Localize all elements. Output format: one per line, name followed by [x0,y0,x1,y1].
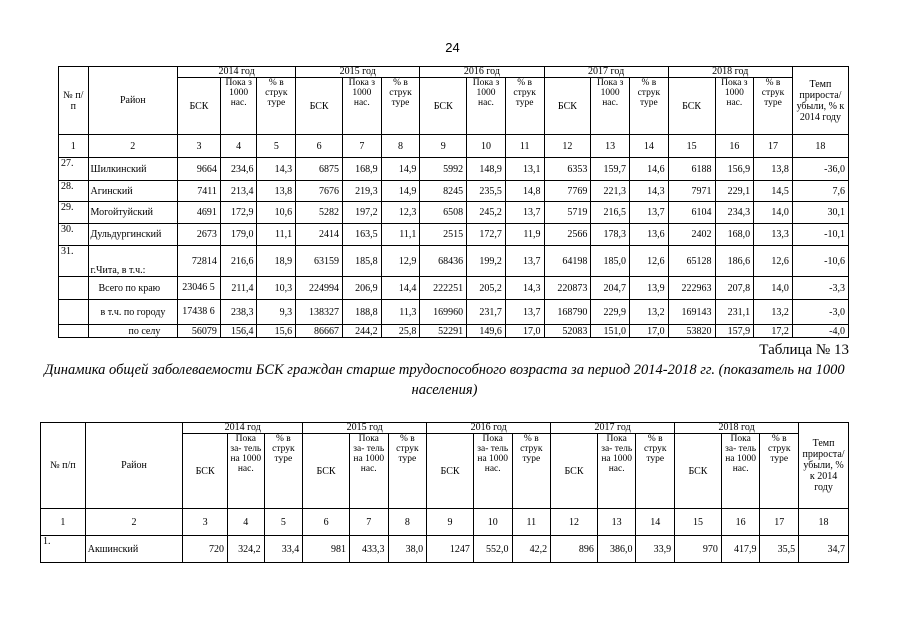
column-number: 11 [505,135,544,158]
table-cell: 7,6 [792,181,848,202]
table-cell: 65128 [668,246,715,277]
table-cell: 186,6 [715,246,754,277]
column-number: 12 [544,135,591,158]
table-cell: 199,2 [467,246,506,277]
table-cell: 13,7 [505,202,544,224]
table-cell: 13,8 [257,181,296,202]
header-indicator: Пока за- тель на 1000 нас. [473,434,512,509]
table-cell: 13,7 [505,300,544,325]
header-num: № п/п [59,67,89,135]
table-cell: 229,1 [715,181,754,202]
row-number: 27. [59,158,89,181]
table-cell: -36,0 [792,158,848,181]
header-pct: % в струк туре [636,434,675,509]
table-cell: 981 [303,536,350,563]
table-cell: 7411 [178,181,221,202]
table-cell: 156,9 [715,158,754,181]
table-cell: 14,9 [381,158,420,181]
table-2-body [41,423,849,563]
table-cell: 234,3 [715,202,754,224]
table-row [59,158,849,181]
table-cell: 169960 [420,300,467,325]
table-cell: 207,8 [715,277,754,300]
district-name: Могойтуйский [88,202,178,224]
table-cell: 14,9 [381,181,420,202]
header-indicator: Пока за- тель на 1000 нас. [349,434,388,509]
table-cell: 12,9 [381,246,420,277]
table-cell: 13,7 [505,246,544,277]
table-cell: 244,2 [342,325,381,338]
column-number: 9 [420,135,467,158]
header-year: 2014 год [178,67,296,78]
table-cell: 17,0 [505,325,544,338]
header-bsk: БСК [420,78,467,135]
table-cell: 6508 [420,202,467,224]
table-cell: 720 [183,536,228,563]
header-indicator: Пока за- тель на 1000 нас. [597,434,636,509]
table-cell: 14,0 [754,277,793,300]
table-cell: 6104 [668,202,715,224]
header-growth: Темп прироста/ убыли, % к 2014 году [799,423,849,509]
row-number: 28. [59,181,89,202]
table-row [59,300,849,325]
table-cell: 86667 [296,325,343,338]
table-cell: 9664 [178,158,221,181]
table-cell: 6353 [544,158,591,181]
table-cell: 14,8 [505,181,544,202]
table-cell: 14,4 [381,277,420,300]
row-number [59,300,89,325]
table-cell: 35,5 [760,536,799,563]
table-cell: 10,3 [257,277,296,300]
column-number: 2 [85,509,183,536]
table-cell: 188,8 [342,300,381,325]
row-number: 31. [59,246,89,277]
table-cell: 52291 [420,325,467,338]
column-number: 1 [41,509,86,536]
column-number: 8 [388,509,427,536]
table-cell: 197,2 [342,202,381,224]
column-number: 13 [597,509,636,536]
column-number: 9 [427,509,474,536]
header-indicator: Пока за- тель на 1000 нас. [228,434,265,509]
table-cell: 222963 [668,277,715,300]
header-bsk: БСК [668,78,715,135]
table-cell: 2673 [178,224,221,246]
table-cell: 151,0 [591,325,630,338]
header-year: 2018 год [675,423,799,434]
table-cell: 552,0 [473,536,512,563]
header-row [59,67,849,78]
table-cell: 14,0 [754,202,793,224]
table-cell: 2402 [668,224,715,246]
table-cell: 417,9 [721,536,760,563]
header-year: 2015 год [296,67,420,78]
table-cell: 206,9 [342,277,381,300]
table-2 [40,422,849,563]
header-indicator: Пока з 1000 нас. [220,78,257,135]
header-year: 2018 год [668,67,792,78]
header-growth: Темп прироста/ убыли, % к 2014 году [792,67,848,135]
header-pct: % в струк туре [505,78,544,135]
table-cell: 231,7 [467,300,506,325]
table-cell: 324,2 [228,536,265,563]
table-cell: 33,4 [264,536,303,563]
table-cell: 7971 [668,181,715,202]
table-cell: 5719 [544,202,591,224]
column-number: 6 [296,135,343,158]
table-cell: 216,6 [220,246,257,277]
header-bsk: БСК [675,434,722,509]
header-pct: % в струк туре [264,434,303,509]
table-cell: 169143 [668,300,715,325]
header-indicator: Пока за- тель на 1000 нас. [721,434,760,509]
table-cell: 216,5 [591,202,630,224]
table-cell: 18,9 [257,246,296,277]
table-cell: 172,9 [220,202,257,224]
table-cell: 231,1 [715,300,754,325]
column-number: 15 [668,135,715,158]
table-cell: 34,7 [799,536,849,563]
table-cell: 5992 [420,158,467,181]
table-cell: 148,9 [467,158,506,181]
district-name: Всего по краю [88,277,178,300]
table-cell: 221,3 [591,181,630,202]
column-number: 8 [381,135,420,158]
header-num: № п/п [41,423,86,509]
column-number: 17 [760,509,799,536]
table-cell: 970 [675,536,722,563]
column-number: 3 [183,509,228,536]
row-number: 29. [59,202,89,224]
row-number: 30. [59,224,89,246]
table-row [59,181,849,202]
table-cell: 386,0 [597,536,636,563]
table-cell: 30,1 [792,202,848,224]
header-bsk: БСК [427,434,474,509]
table-cell: 205,2 [467,277,506,300]
table-row [59,277,849,300]
header-district: Район [85,423,183,509]
district-name: в т.ч. по городу [88,300,178,325]
table-1 [58,66,849,338]
table-cell: 2515 [420,224,467,246]
table-cell: 25,8 [381,325,420,338]
header-year: 2015 год [303,423,427,434]
table-cell: 149,6 [467,325,506,338]
column-number: 15 [675,509,722,536]
column-number: 5 [264,509,303,536]
header-indicator: Пока з 1000 нас. [342,78,381,135]
district-name: по селу [88,325,178,338]
table-row [59,246,849,277]
row-number [59,277,89,300]
column-number: 5 [257,135,296,158]
column-number: 18 [792,135,848,158]
table-cell: 204,7 [591,277,630,300]
header-year: 2016 год [420,67,544,78]
table-cell: 17,2 [754,325,793,338]
header-row [41,423,849,434]
column-number: 6 [303,509,350,536]
district-name: г.Чита, в т.ч.: [88,246,178,277]
table-cell: 220873 [544,277,591,300]
table-row [59,325,849,338]
column-number: 16 [715,135,754,158]
column-number: 13 [591,135,630,158]
column-number: 17 [754,135,793,158]
table-cell: 13,8 [754,158,793,181]
table-cell: 5282 [296,202,343,224]
table-cell: 23046 5 [178,277,221,300]
table-cell: 234,6 [220,158,257,181]
table-cell: 13,9 [630,277,669,300]
table-cell: 15,6 [257,325,296,338]
table-cell: 17,0 [630,325,669,338]
header-district: Район [88,67,178,135]
table-cell: 7769 [544,181,591,202]
column-number: 16 [721,509,760,536]
header-pct: % в струк туре [388,434,427,509]
table-cell: 13,3 [754,224,793,246]
table-cell: 12,6 [754,246,793,277]
table-cell: 6875 [296,158,343,181]
table-cell: 11,1 [381,224,420,246]
district-name: Шилкинский [88,158,178,181]
district-name: Дульдургинский [88,224,178,246]
table-cell: 2414 [296,224,343,246]
table-cell: 229,9 [591,300,630,325]
header-pct: % в струк туре [630,78,669,135]
header-year: 2016 год [427,423,551,434]
table-cell: 64198 [544,246,591,277]
column-number: 10 [467,135,506,158]
table-cell: 11,3 [381,300,420,325]
table-cell: 68436 [420,246,467,277]
table-cell: 52083 [544,325,591,338]
table-cell: 4691 [178,202,221,224]
column-number: 1 [59,135,89,158]
table-cell: 168790 [544,300,591,325]
table-cell: 11,1 [257,224,296,246]
table-cell: 72814 [178,246,221,277]
table-cell: 14,3 [630,181,669,202]
header-indicator: Пока з 1000 нас. [591,78,630,135]
table-cell: 13,2 [630,300,669,325]
table-cell: 163,5 [342,224,381,246]
table-cell: 211,4 [220,277,257,300]
header-pct: % в струк туре [381,78,420,135]
table-cell: 10,6 [257,202,296,224]
header-bsk: БСК [183,434,228,509]
table-cell: -3,0 [792,300,848,325]
column-number: 7 [349,509,388,536]
table-cell: 235,5 [467,181,506,202]
table-cell: 6188 [668,158,715,181]
header-bsk: БСК [178,78,221,135]
table-cell: -10,6 [792,246,848,277]
table-number: Таблица № 13 [759,342,849,358]
table-cell: 7676 [296,181,343,202]
district-name: Агинский [88,181,178,202]
table-cell: 38,0 [388,536,427,563]
column-number: 4 [228,509,265,536]
column-number: 3 [178,135,221,158]
header-indicator: Пока з 1000 нас. [467,78,506,135]
table-cell: 213,4 [220,181,257,202]
column-number: 4 [220,135,257,158]
table-cell: 14,3 [257,158,296,181]
column-number: 7 [342,135,381,158]
table-cell: 12,6 [630,246,669,277]
column-number: 2 [88,135,178,158]
table-cell: 1247 [427,536,474,563]
table-cell: 12,3 [381,202,420,224]
table-cell: 13,2 [754,300,793,325]
table-cell: 14,6 [630,158,669,181]
table-cell: -4,0 [792,325,848,338]
header-year: 2014 год [183,423,303,434]
table-cell: 224994 [296,277,343,300]
table-cell: 138327 [296,300,343,325]
table-cell: 168,9 [342,158,381,181]
header-indicator: Пока з 1000 нас. [715,78,754,135]
column-number: 12 [551,509,598,536]
table-cell: 896 [551,536,598,563]
table-cell: 222251 [420,277,467,300]
header-bsk: БСК [296,78,343,135]
table-row [59,202,849,224]
table-cell: 433,3 [349,536,388,563]
header-bsk: БСК [544,78,591,135]
district-name: Акшинский [85,536,183,563]
table-cell: 14,3 [505,277,544,300]
column-number-row [59,135,849,158]
table-cell: 13,1 [505,158,544,181]
table-cell: -3,3 [792,277,848,300]
header-year: 2017 год [551,423,675,434]
table-row [59,224,849,246]
table-cell: 156,4 [220,325,257,338]
table-cell: 8245 [420,181,467,202]
column-number: 18 [799,509,849,536]
column-number: 10 [473,509,512,536]
header-pct: % в струк туре [512,434,551,509]
table-cell: 56079 [178,325,221,338]
table-cell: 11,9 [505,224,544,246]
table-cell: 9,3 [257,300,296,325]
table-cell: 185,0 [591,246,630,277]
table-cell: 33,9 [636,536,675,563]
table-cell: 245,2 [467,202,506,224]
header-pct: % в струк туре [754,78,793,135]
page-number: 24 [445,40,460,55]
table-cell: 238,3 [220,300,257,325]
header-year: 2017 год [544,67,668,78]
table-cell: 159,7 [591,158,630,181]
row-number: 1. [41,536,86,563]
column-number: 14 [630,135,669,158]
column-number-row [41,509,849,536]
table-cell: -10,1 [792,224,848,246]
table-cell: 172,7 [467,224,506,246]
table-cell: 13,6 [630,224,669,246]
header-bsk: БСК [303,434,350,509]
table-cell: 17438 6 [178,300,221,325]
column-number: 14 [636,509,675,536]
header-pct: % в струк туре [257,78,296,135]
row-number [59,325,89,338]
table-cell: 14,5 [754,181,793,202]
table-cell: 157,9 [715,325,754,338]
table-cell: 53820 [668,325,715,338]
table-cell: 185,8 [342,246,381,277]
table-row [41,536,849,563]
table-cell: 219,3 [342,181,381,202]
table-cell: 168,0 [715,224,754,246]
subheader-row [59,78,849,135]
table-cell: 178,3 [591,224,630,246]
column-number: 11 [512,509,551,536]
table-cell: 13,7 [630,202,669,224]
table-cell: 179,0 [220,224,257,246]
header-bsk: БСК [551,434,598,509]
table-cell: 2566 [544,224,591,246]
table-1-body [59,67,849,338]
table-cell: 63159 [296,246,343,277]
header-pct: % в струк туре [760,434,799,509]
table-cell: 42,2 [512,536,551,563]
table-caption: Динамика общей заболеваемости БСК граждан старше трудоспособного возраста за период 2014-2018 гг. (показатель на 1000 населения) [44,362,845,398]
